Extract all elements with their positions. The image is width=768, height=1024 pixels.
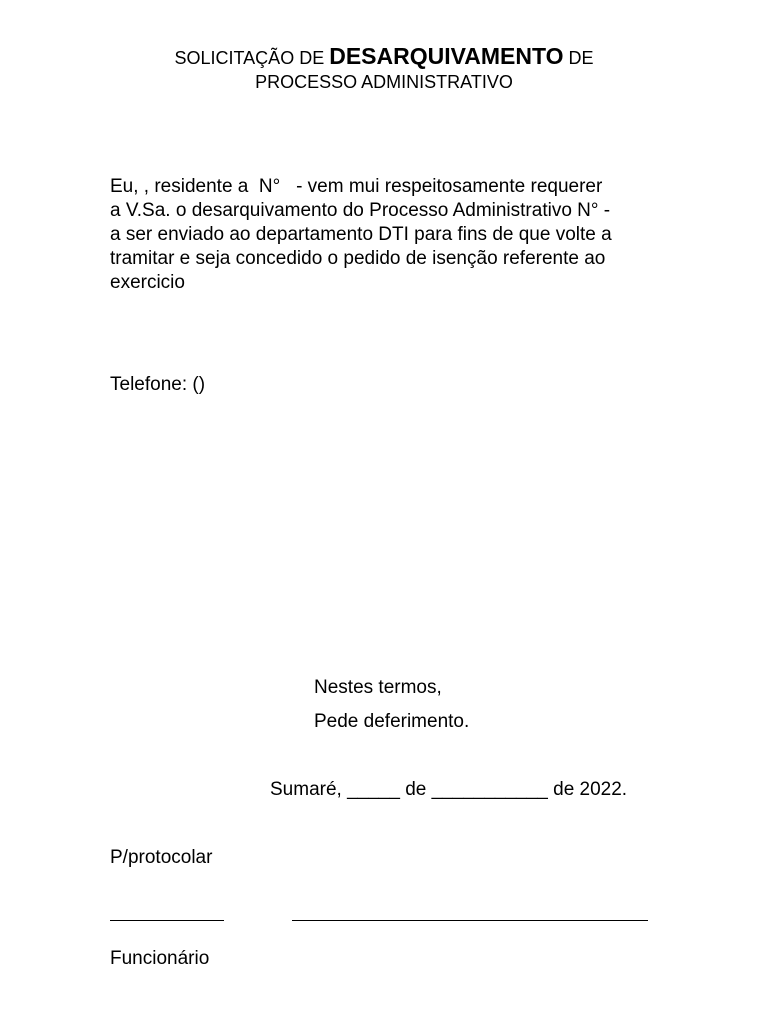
paragraph-line: tramitar e seja concedido o pedido de isenção referente ao [110, 248, 606, 269]
closing-line-2: Pede deferimento. [314, 711, 470, 732]
title-main: DESARQUIVAMENTO [329, 43, 564, 69]
date-line: Sumaré, _____ de ___________ de 2022. [270, 779, 628, 800]
title-line-2: PROCESSO ADMINISTRATIVO [255, 72, 513, 92]
paragraph-line: a ser enviado ao departamento DTI para fins de que volte a [110, 224, 612, 245]
document-title [0, 44, 768, 94]
title-suffix: DE [563, 48, 594, 68]
title-line-1 [0, 44, 768, 70]
date-signature-line [110, 920, 224, 921]
paragraph-line: Eu, , residente a N° - vem mui respeitosamente requerer [110, 176, 603, 197]
closing-line-1: Nestes termos, [314, 677, 442, 698]
request-paragraph [110, 175, 670, 295]
title-prefix: SOLICITAÇÃO DE [174, 48, 330, 68]
protocol-label: P/protocolar [110, 847, 213, 868]
paragraph-line: a V.Sa. o desarquivamento do Processo Administrativo N° - [110, 200, 611, 221]
staff-label: Funcionário [110, 948, 210, 969]
telefone-field: Telefone: () [110, 374, 206, 395]
staff-signature-line [292, 920, 648, 921]
paragraph-line: exercicio [110, 272, 185, 293]
